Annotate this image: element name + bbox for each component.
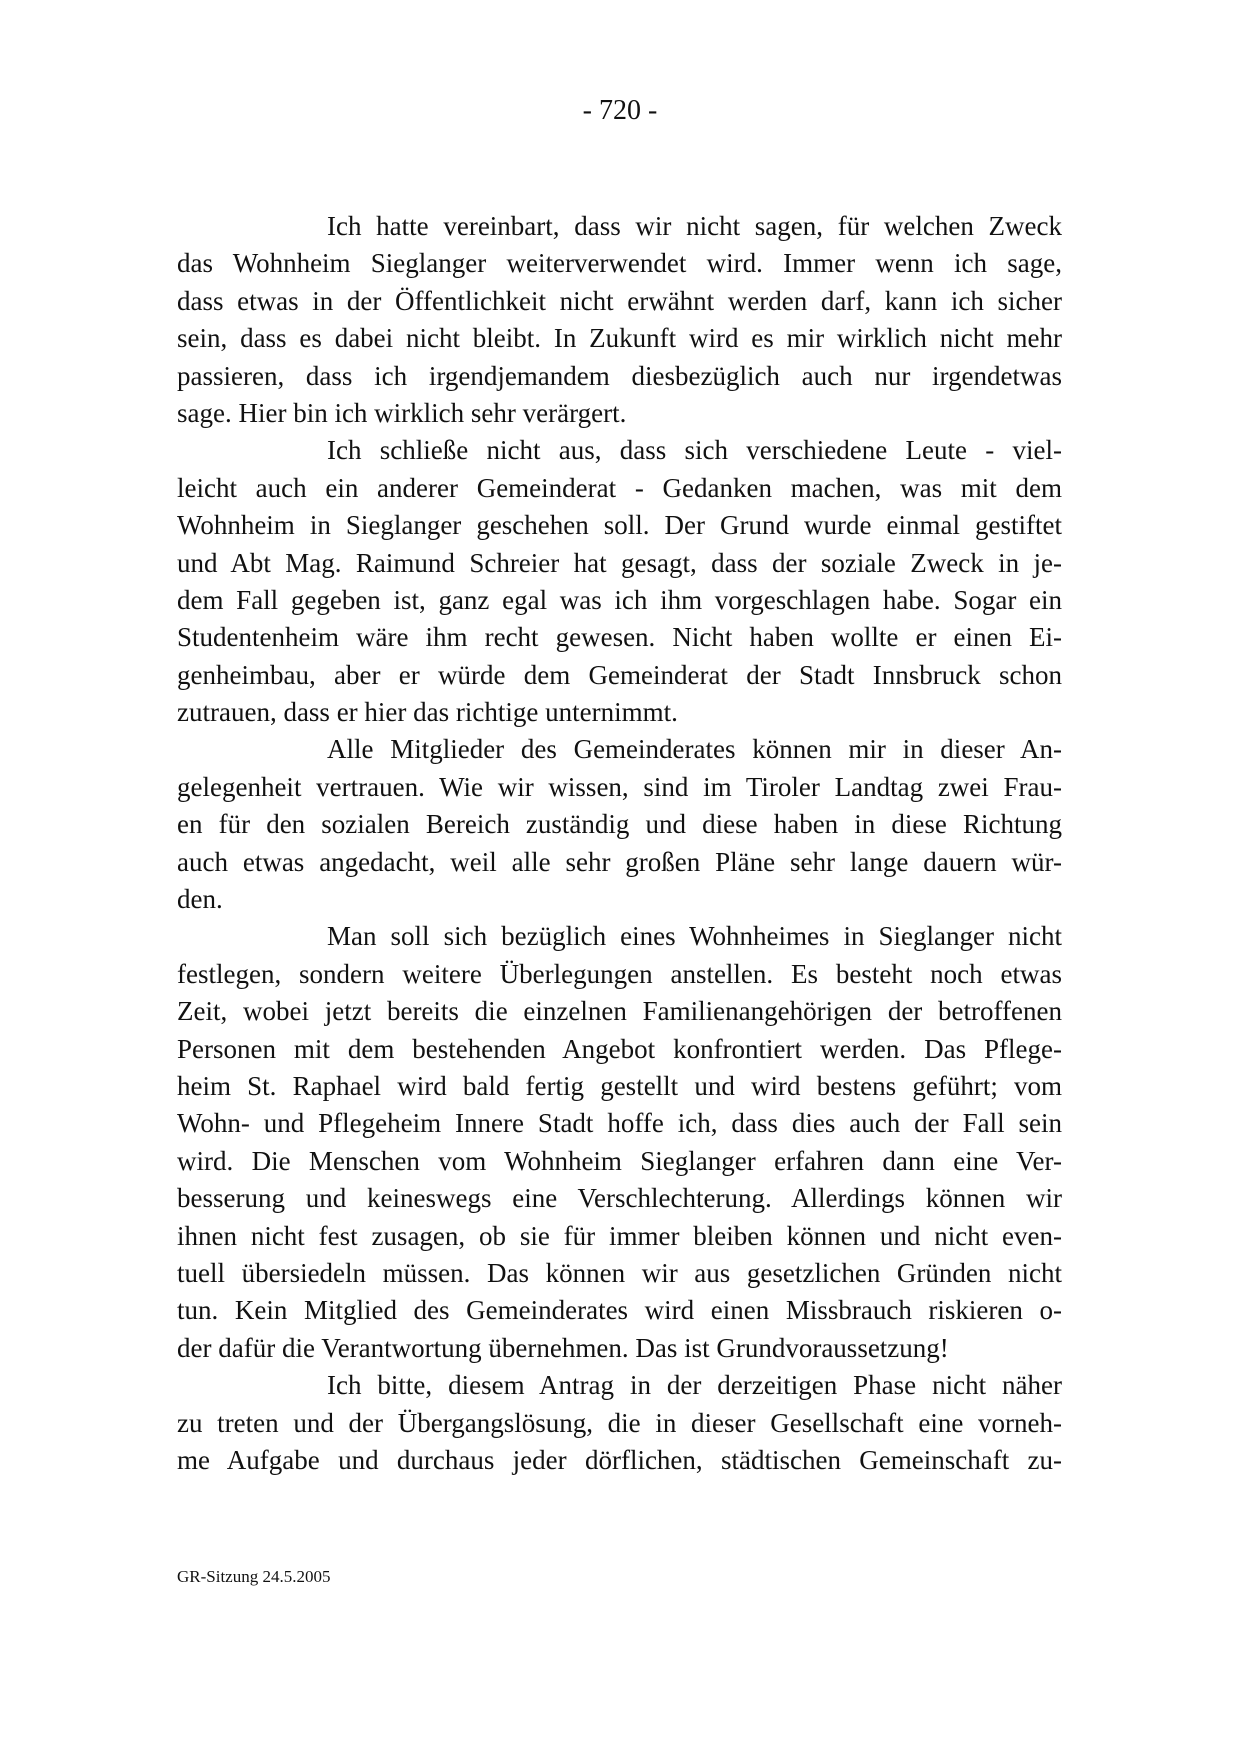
- text-line: leicht auch ein anderer Gemeinderat - Gedanken machen, was mit dem: [177, 472, 1062, 503]
- text-line: tuell übersiedeln müssen. Das können wir aus gesetzlichen Gründen nicht: [177, 1257, 1062, 1288]
- text-line: den.: [177, 884, 223, 915]
- body-text: [177, 208, 1062, 1479]
- text-line: sage. Hier bin ich wirklich sehr verärgert.: [177, 397, 627, 428]
- text-line: Wohn- und Pflegeheim Innere Stadt hoffe ich, dass dies auch der Fall sein: [177, 1108, 1062, 1139]
- text-line: dass etwas in der Öffentlichkeit nicht erwähnt werden darf, kann ich sicher: [177, 285, 1062, 316]
- text-line: Man soll sich bezüglich eines Wohnheimes in Sieglanger nicht: [327, 921, 1062, 952]
- text-line: auch etwas angedacht, weil alle sehr großen Pläne sehr lange dauern wür-: [177, 846, 1062, 877]
- text-line: Ich hatte vereinbart, dass wir nicht sagen, für welchen Zweck: [327, 211, 1062, 241]
- text-line: zu treten und der Übergangslösung, die in dieser Gesellschaft eine vorneh-: [177, 1407, 1062, 1438]
- text-line: festlegen, sondern weitere Überlegungen anstellen. Es besteht noch etwas: [177, 958, 1062, 989]
- text-line: das Wohnheim Sieglanger weiterverwendet wird. Immer wenn ich sage,: [177, 248, 1062, 279]
- text-line: sein, dass es dabei nicht bleibt. In Zukunft wird es mir wirklich nicht mehr: [177, 323, 1062, 354]
- text-line: der dafür die Verantwortung übernehmen. Das ist Grundvoraussetzung!: [177, 1332, 949, 1363]
- text-line: dem Fall gegeben ist, ganz egal was ich ihm vorgeschlagen habe. Sogar ein: [177, 584, 1062, 615]
- footer-session-date: GR-Sitzung 24.5.2005: [177, 1567, 331, 1586]
- text-line: genheimbau, aber er würde dem Gemeinderat der Stadt Innsbruck schon: [177, 659, 1062, 690]
- text-line: passieren, dass ich irgendjemandem diesbezüglich auch nur irgendetwas: [177, 360, 1062, 391]
- text-line: Ich bitte, diesem Antrag in der derzeitigen Phase nicht näher: [327, 1370, 1062, 1401]
- text-line: Wohnheim in Sieglanger geschehen soll. Der Grund wurde einmal gestiftet: [177, 510, 1062, 541]
- text-line: gelegenheit vertrauen. Wie wir wissen, sind im Tiroler Landtag zwei Frau-: [177, 771, 1062, 802]
- text-line: wird. Die Menschen vom Wohnheim Sieglanger erfahren dann eine Ver-: [177, 1145, 1062, 1176]
- page-number: - 720 -: [582, 95, 658, 126]
- text-line: Ich schließe nicht aus, dass sich verschiedene Leute - viel-: [327, 435, 1062, 466]
- paragraph-1: [177, 208, 1062, 432]
- text-line: besserung und keineswegs eine Verschlechterung. Allerdings können wir: [177, 1183, 1062, 1214]
- paragraph-4: [177, 918, 1062, 1367]
- text-line: tun. Kein Mitglied des Gemeinderates wird einen Missbrauch riskieren o-: [177, 1295, 1062, 1326]
- text-line: Zeit, wobei jetzt bereits die einzelnen Familienangehörigen der betroffenen: [177, 996, 1062, 1027]
- text-line: zutrauen, dass er hier das richtige unternimmt.: [177, 697, 678, 728]
- text-line: me Aufgabe und durchaus jeder dörflichen, städtischen Gemeinschaft zu-: [177, 1444, 1062, 1475]
- paragraph-3: [177, 731, 1062, 918]
- text-line: ihnen nicht fest zusagen, ob sie für immer bleiben können und nicht even-: [177, 1220, 1062, 1251]
- paragraph-5: [177, 1367, 1062, 1479]
- text-line: heim St. Raphael wird bald fertig gestellt und wird bestens geführt; vom: [177, 1070, 1062, 1101]
- text-line: Personen mit dem bestehenden Angebot konfrontiert werden. Das Pflege-: [177, 1033, 1062, 1064]
- text-line: Alle Mitglieder des Gemeinderates können mir in dieser An-: [327, 734, 1062, 765]
- text-line: Studentenheim wäre ihm recht gewesen. Nicht haben wollte er einen Ei-: [177, 622, 1062, 653]
- text-line: en für den sozialen Bereich zuständig und diese haben in diese Richtung: [177, 809, 1062, 840]
- paragraph-2: [177, 432, 1062, 731]
- text-line: und Abt Mag. Raimund Schreier hat gesagt, dass der soziale Zweck in je-: [177, 547, 1062, 578]
